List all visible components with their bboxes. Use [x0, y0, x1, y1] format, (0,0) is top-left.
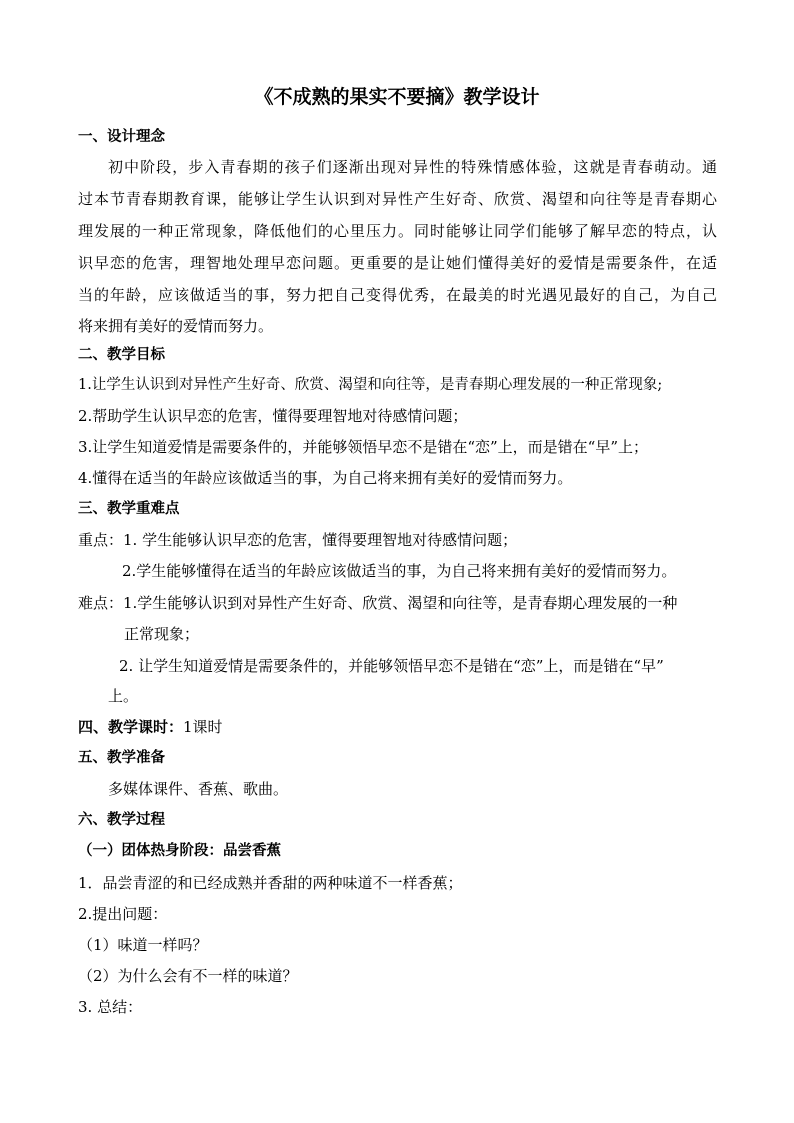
section-heading-preparation: 五、教学准备	[78, 750, 165, 766]
paragraph-line: 将来拥有美好的爱情而努力。	[78, 317, 274, 335]
process-line: （2）为什么会有不一样的味道？	[78, 967, 298, 985]
process-line: 2.提出问题：	[78, 905, 168, 923]
difficult-point-line: 难点：1.学生能够认识到对异性产生好奇、欣赏、渴望和向往等，是青春期心理发展的一种	[78, 594, 678, 612]
process-line: 1．品尝青涩的和已经成熟并香甜的两种味道不一样香蕉；	[78, 874, 463, 892]
difficult-point-line: 2. 让学生知道爱情是需要条件的，并能够领悟早恋不是错在“恋”上，而是错在“早”	[119, 657, 664, 675]
key-point-line: 重点：1. 学生能够认识早恋的危害，懂得要理智地对待感情问题；	[78, 531, 518, 549]
difficult-point-line: 上。	[108, 687, 139, 705]
section-heading-design-concept: 一、设计理念	[78, 129, 165, 145]
section-heading-lesson-hours: 四、教学课时：	[78, 718, 184, 736]
difficult-point-line: 正常现象；	[124, 625, 200, 643]
document-title: 《不成熟的果实不要摘》教学设计	[254, 86, 540, 108]
paragraph-line: 识早恋的危害，理智地处理早恋问题。更重要的是让她们懂得美好的爱情是需要条件，在适	[78, 254, 717, 272]
paragraph-line: 初中阶段，步入青春期的孩子们逐渐出现对异性的特殊情感体验，这就是青春萌动。通	[108, 158, 717, 176]
section-heading-key-difficult-points: 三、教学重难点	[78, 501, 180, 517]
goal-item: 3.让学生知道爱情是需要条件的，并能够领悟早恋不是错在“恋”上，而是错在“早”上；	[78, 438, 648, 456]
subsection-heading-warmup: （一）团体热身阶段：品尝香蕉	[78, 843, 281, 859]
section-heading-teaching-process: 六、教学过程	[78, 812, 165, 828]
paragraph-line: 过本节青春期教育课，能够让学生认识到对异性产生好奇、欣赏、渴望和向往等是青春期心	[78, 190, 717, 208]
key-point-line: 2.学生能够懂得在适当的年龄应该做适当的事，为自己将来拥有美好的爱情而努力。	[122, 562, 677, 580]
goal-item: 4.懂得在适当的年龄应该做适当的事，为自己将来拥有美好的爱情而努力。	[78, 469, 573, 487]
process-line: （1）味道一样吗？	[78, 936, 208, 954]
process-line: 3. 总结：	[78, 998, 143, 1016]
lesson-hours-value: 1课时	[183, 718, 223, 736]
section-heading-teaching-goals: 二、教学目标	[78, 347, 165, 363]
preparation-content: 多媒体课件、香蕉、歌曲。	[108, 780, 289, 798]
goal-item: 2.帮助学生认识早恋的危害，懂得要理智地对待感情问题；	[78, 407, 468, 425]
lesson-hours-line	[78, 717, 223, 737]
paragraph-line: 当的年龄，应该做适当的事，努力把自己变得优秀，在最美的时光遇见最好的自己，为自己	[78, 286, 717, 304]
paragraph-line: 理发展的一种正常现象，降低他们的心里压力。同时能够让同学们能够了解早恋的特点，认	[78, 222, 717, 240]
goal-item: 1.让学生认识到对异性产生好奇、欣赏、渴望和向往等，是青春期心理发展的一种正常现象;	[78, 377, 663, 393]
